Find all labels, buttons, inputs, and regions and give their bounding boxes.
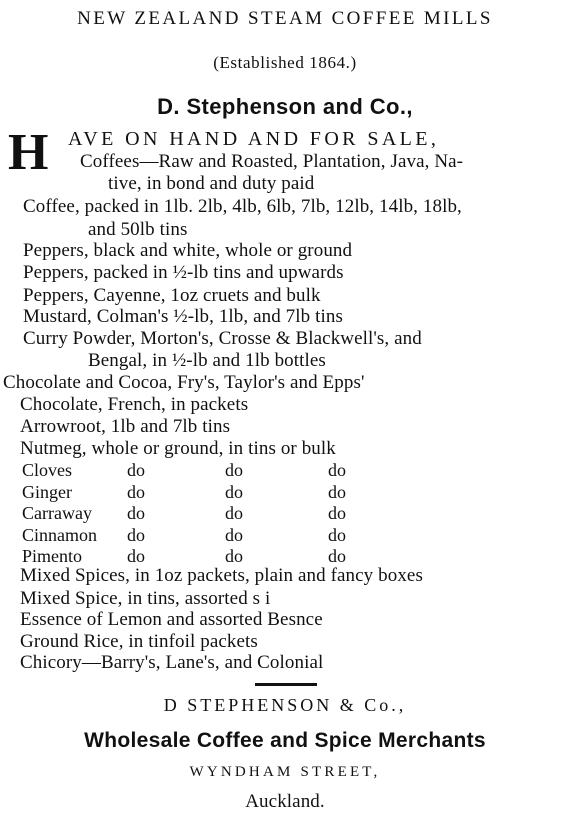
established-note: (Established 1864.) [213,53,357,72]
spice-name: Cloves [22,460,73,480]
lead-line: AVE ON HAND AND FOR SALE, [68,128,440,150]
ditto-mark: do [127,460,145,480]
wholesale-title: Wholesale Coffee and Spice Merchants [84,729,486,752]
product-line: Arrowroot, 1lb and 7lb tins [20,416,231,437]
spice-name: Ginger [22,482,72,502]
ditto-mark: do [127,482,145,502]
product-line: Coffee, packed in 1lb. 2lb, 4lb, 6lb, 7lb, 12lb, 14lb, 18lb, [23,196,462,217]
mill-title: NEW ZEALAND STEAM COFFEE MILLS [77,8,493,29]
product-line: Peppers, Cayenne, 1oz cruets and bulk [23,285,321,306]
product-line: Curry Powder, Morton's, Crosse & Blackwell's, and [23,328,422,349]
product-line: Mixed Spices, in 1oz packets, plain and fancy boxes [20,565,423,586]
ditto-mark: do [127,503,145,523]
product-line: and 50lb tins [88,219,188,240]
product-line: Coffees—Raw and Roasted, Plantation, Java, Na- [80,151,464,172]
city-name: Auckland. [245,791,325,812]
product-line: Peppers, packed in ½-lb tins and upwards [23,262,344,283]
ditto-mark: do [328,460,346,480]
product-line: Chocolate, French, in packets [20,394,249,415]
product-line: Essence of Lemon and assorted Besnce [20,609,323,630]
ditto-mark: do [225,546,243,566]
product-line: Peppers, black and white, whole or ground [23,240,353,261]
ditto-mark: do [225,482,243,502]
ditto-mark: do [225,503,243,523]
product-line: Chocolate and Cocoa, Fry's, Taylor's and Epps' [3,372,365,393]
product-line: Bengal, in ½-lb and 1lb bottles [88,350,326,371]
product-line: Nutmeg, whole or ground, in tins or bulk [20,438,336,459]
product-line: Mustard, Colman's ½-lb, 1lb, and 7lb tins [23,306,343,327]
spice-name: Carraway [22,503,92,523]
ditto-mark: do [225,460,243,480]
product-line: Chicory—Barry's, Lane's, and Colonial [20,652,324,673]
ditto-mark: do [328,546,346,566]
signoff: D STEPHENSON & Co., [163,695,407,715]
ditto-mark: do [328,525,346,545]
ditto-mark: do [328,503,346,523]
ditto-mark: do [328,482,346,502]
ditto-mark: do [127,546,145,566]
product-line: Ground Rice, in tinfoil packets [20,631,258,652]
spice-name: Cinnamon [22,525,97,545]
ditto-mark: do [127,525,145,545]
spice-name: Pimento [22,546,83,566]
divider-rule [255,683,317,686]
street-address: WYNDHAM STREET, [189,764,381,780]
product-line: tive, in bond and duty paid [108,173,315,194]
drop-cap: H [8,124,49,181]
ditto-mark: do [225,525,243,545]
firm-name: D. Stephenson and Co., [157,94,413,119]
product-line: Mixed Spice, in tins, assorted s i [20,588,271,609]
